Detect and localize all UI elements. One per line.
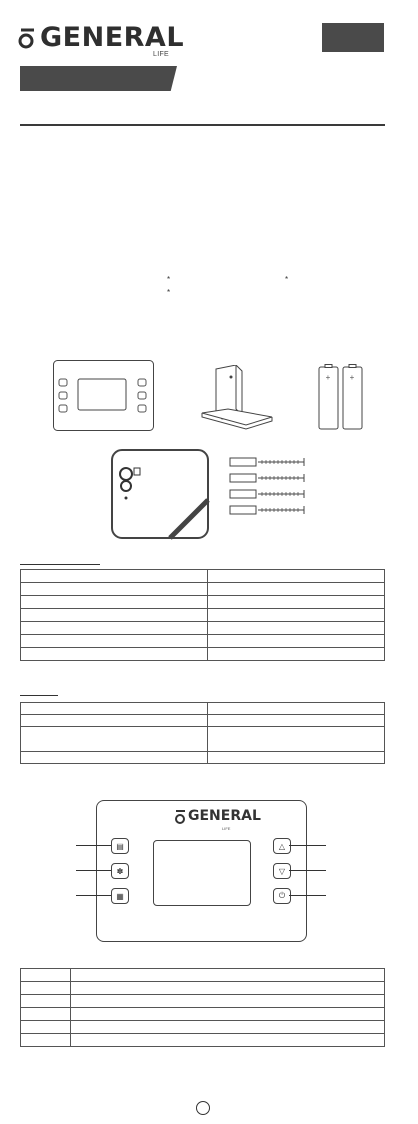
- svg-text:+: +: [349, 373, 355, 382]
- table-cell: [208, 648, 385, 661]
- power-icon[interactable]: ⏻: [273, 888, 291, 904]
- table-cell: [208, 596, 385, 609]
- arrow-up-icon[interactable]: △: [273, 838, 291, 854]
- section-heading-underline: [20, 564, 100, 565]
- table-cell: [21, 1021, 71, 1034]
- section-heading-underline: [20, 695, 58, 696]
- language-tag-block: [322, 23, 384, 52]
- asterisk-mark: *: [167, 288, 171, 297]
- table-cell: [208, 727, 385, 752]
- diagram-brand-sub: LIFE: [222, 826, 231, 831]
- receiver-box-icon: [110, 448, 212, 542]
- table-cell: [21, 1008, 71, 1021]
- asterisk-mark: *: [167, 275, 171, 284]
- table-cell: [21, 1034, 71, 1047]
- wall-plugs-screws-icon: [228, 452, 308, 522]
- brand-logo-mark-icon: [18, 26, 38, 50]
- table-cell: [71, 1008, 385, 1021]
- callout-line: [289, 895, 326, 896]
- table-cell: [208, 583, 385, 596]
- table-cell: [71, 1021, 385, 1034]
- svg-text:+: +: [325, 373, 331, 382]
- table-cell: [21, 703, 208, 715]
- fan-mode-icon[interactable]: ✽: [111, 863, 129, 879]
- table-cell: [208, 635, 385, 648]
- table-cell: [71, 1034, 385, 1047]
- table-cell: [21, 969, 71, 982]
- table-cell: [71, 969, 385, 982]
- menu-grid-icon[interactable]: ▦: [111, 888, 129, 904]
- page-number-circle: [196, 1101, 210, 1115]
- table-cell: [21, 635, 208, 648]
- button-legend-table: [20, 968, 385, 1047]
- table-cell: [208, 570, 385, 583]
- table-cell: [71, 982, 385, 995]
- brand-name: GENERAL: [40, 22, 185, 53]
- spec-table-1: [20, 569, 385, 661]
- table-cell: [21, 609, 208, 622]
- table-cell: [208, 609, 385, 622]
- table-cell: [21, 752, 208, 764]
- diagram-logo-mark-icon: [174, 808, 188, 826]
- spec-table-2: [20, 702, 385, 764]
- calendar-settings-icon[interactable]: ▤: [111, 838, 129, 854]
- callout-line: [76, 895, 111, 896]
- callout-line: [76, 870, 111, 871]
- thermostat-panel-icon: [53, 360, 154, 431]
- table-cell: [208, 715, 385, 727]
- batteries-icon: [317, 364, 365, 431]
- section-banner: [20, 66, 177, 91]
- lcd-screen: [153, 840, 251, 906]
- table-cell: [21, 570, 208, 583]
- table-cell: [71, 995, 385, 1008]
- stand-icon: [198, 365, 274, 431]
- table-cell: [21, 648, 208, 661]
- callout-line: [76, 845, 111, 846]
- table-cell: [208, 622, 385, 635]
- table-cell: [21, 596, 208, 609]
- callout-line: [289, 870, 326, 871]
- table-cell: [21, 715, 208, 727]
- header-divider: [20, 124, 385, 126]
- table-cell: [21, 583, 208, 596]
- table-cell: [21, 995, 71, 1008]
- callout-line: [289, 845, 326, 846]
- arrow-down-icon[interactable]: ▽: [273, 863, 291, 879]
- table-cell: [21, 622, 208, 635]
- table-cell: [208, 703, 385, 715]
- brand-sub: LIFE: [153, 51, 169, 58]
- table-cell: [21, 727, 208, 752]
- asterisk-mark: *: [285, 275, 289, 284]
- table-cell: [208, 752, 385, 764]
- diagram-brand: GENERAL: [188, 808, 261, 824]
- table-cell: [21, 982, 71, 995]
